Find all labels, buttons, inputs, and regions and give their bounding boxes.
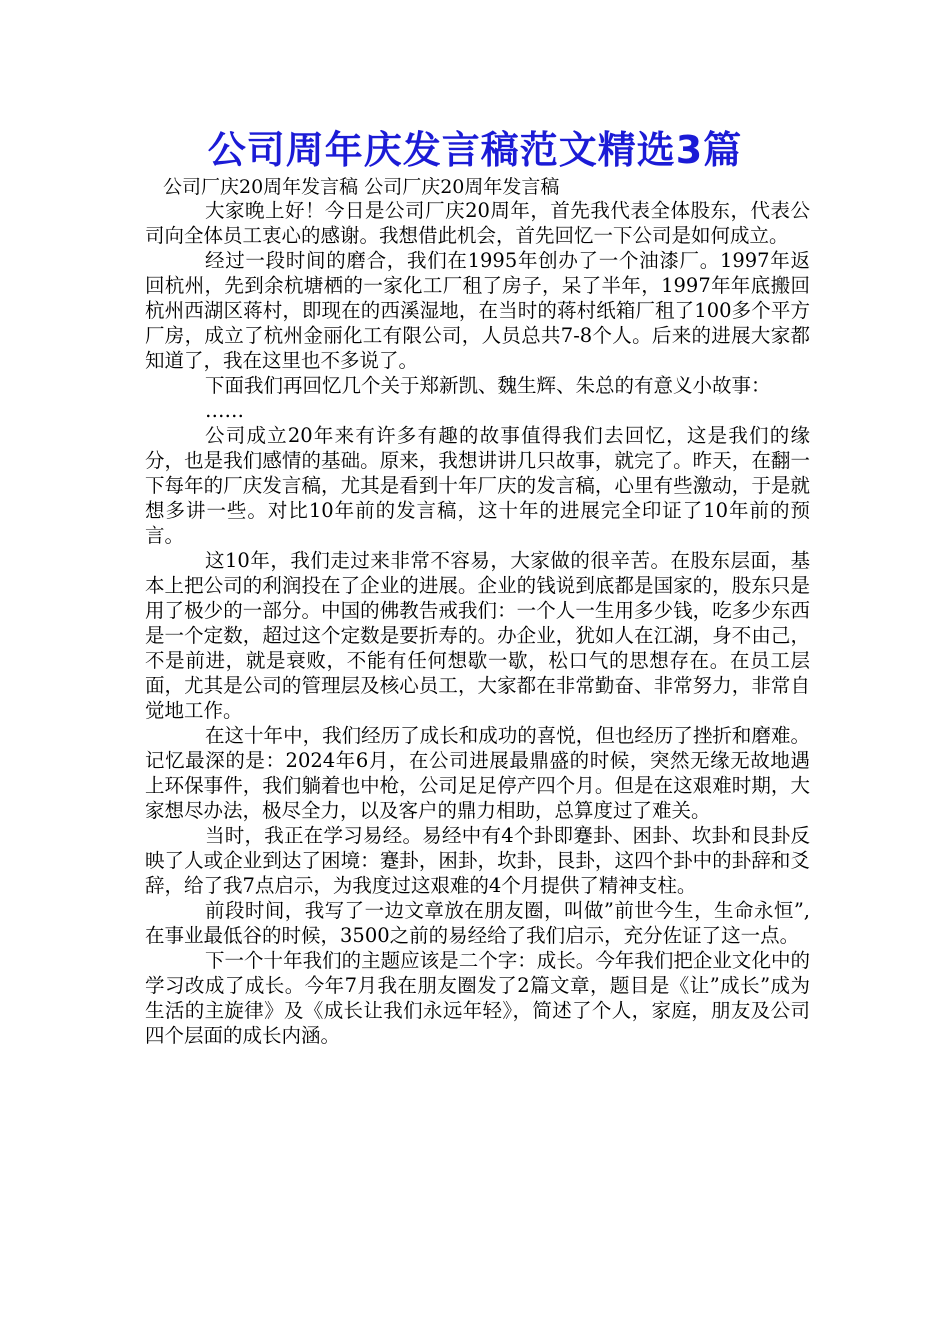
document-title: 公司周年庆发言稿范文精选3篇 bbox=[207, 128, 743, 172]
document-body bbox=[145, 198, 810, 1048]
ellipsis-paragraph: …… bbox=[205, 399, 244, 422]
paragraph: 当时，我正在学习易经。易经中有4个卦即蹇卦、困卦、坎卦和艮卦反映了人或企业到达了困境：蹇卦，困卦，坎卦，艮卦，这四个卦中的卦辞和爻辞，给了我7点启示，为我度过这艰难的4个月提供了精神支柱。 bbox=[145, 824, 810, 897]
paragraph: 公司成立20年来有许多有趣的故事值得我们去回忆，这是我们的缘分，也是我们感情的基础。原来，我想讲讲几只故事，就完了。昨天，在翻一下每年的厂庆发言稿，尤其是看到十年厂庆的发言稿，心里有些激动，于是就想多讲一些。对比10年前的发言稿，这十年的进展完全印证了10年前的预言。 bbox=[145, 424, 810, 547]
paragraph: 下面我们再回忆几个关于郑新凯、魏生辉、朱总的有意义小故事： bbox=[205, 374, 771, 397]
paragraph: 前段时间，我写了一边文章放在朋友圈，叫做”前世今生，生命永恒”,在事业最低谷的时候，3500之前的易经给了我们启示，充分佐证了这一点。 bbox=[145, 899, 810, 947]
paragraph: 大家晚上好！今日是公司厂庆20周年，首先我代表全体股东，代表公司向全体员工衷心的感谢。我想借此机会，首先回忆一下公司是如何成立。 bbox=[145, 199, 810, 247]
document-subtitle: 公司厂庆20周年发言稿 公司厂庆20周年发言稿 bbox=[163, 176, 560, 198]
paragraph: 这10年，我们走过来非常不容易，大家做的很辛苦。在股东层面，基本上把公司的利润投在了企业的进展。企业的钱说到底都是国家的，股东只是用了极少的一部分。中国的佛教告戒我们：一个人一生用多少钱，吃多少东西是一个定数，超过这个定数是要折寿的。办企业，犹如人在江湖，身不由己，不是前进，就是衰败，不能有任何想歇一歇，松口气的思想存在。在员工层面，尤其是公司的管理层及核心员工，大家都在非常勤奋、非常努力，非常自觉地工作。 bbox=[145, 549, 810, 722]
paragraph: 下一个十年我们的主题应该是二个字：成长。今年我们把企业文化中的学习改成了成长。今年7月我在朋友圈发了2篇文章，题目是《让”成长”成为生活的主旋律》及《成长让我们永远年轻》，简述了个人，家庭，朋友及公司四个层面的成长内涵。 bbox=[145, 949, 810, 1047]
paragraph: 经过一段时间的磨合，我们在1995年创办了一个油漆厂。1997年返回杭州，先到余杭塘栖的一家化工厂租了房子，呆了半年，1997年年底搬回杭州西湖区蒋村，即现在的西溪湿地，在当时的蒋村纸箱厂租了100多个平方厂房，成立了杭州金丽化工有限公司，人员总共7-8个人。后来的进展大家都知道了，我在这里也不多说了。 bbox=[145, 249, 810, 372]
paragraph: 在这十年中，我们经历了成长和成功的喜悦，但也经历了挫折和磨难。记忆最深的是：2024年6月，在公司进展最鼎盛的时候，突然无缘无故地遇上环保事件，我们躺着也中枪，公司足足停产四个月。但是在这艰难时期，大家想尽办法，极尽全力，以及客户的鼎力相助，总算度过了难关。 bbox=[145, 724, 810, 822]
